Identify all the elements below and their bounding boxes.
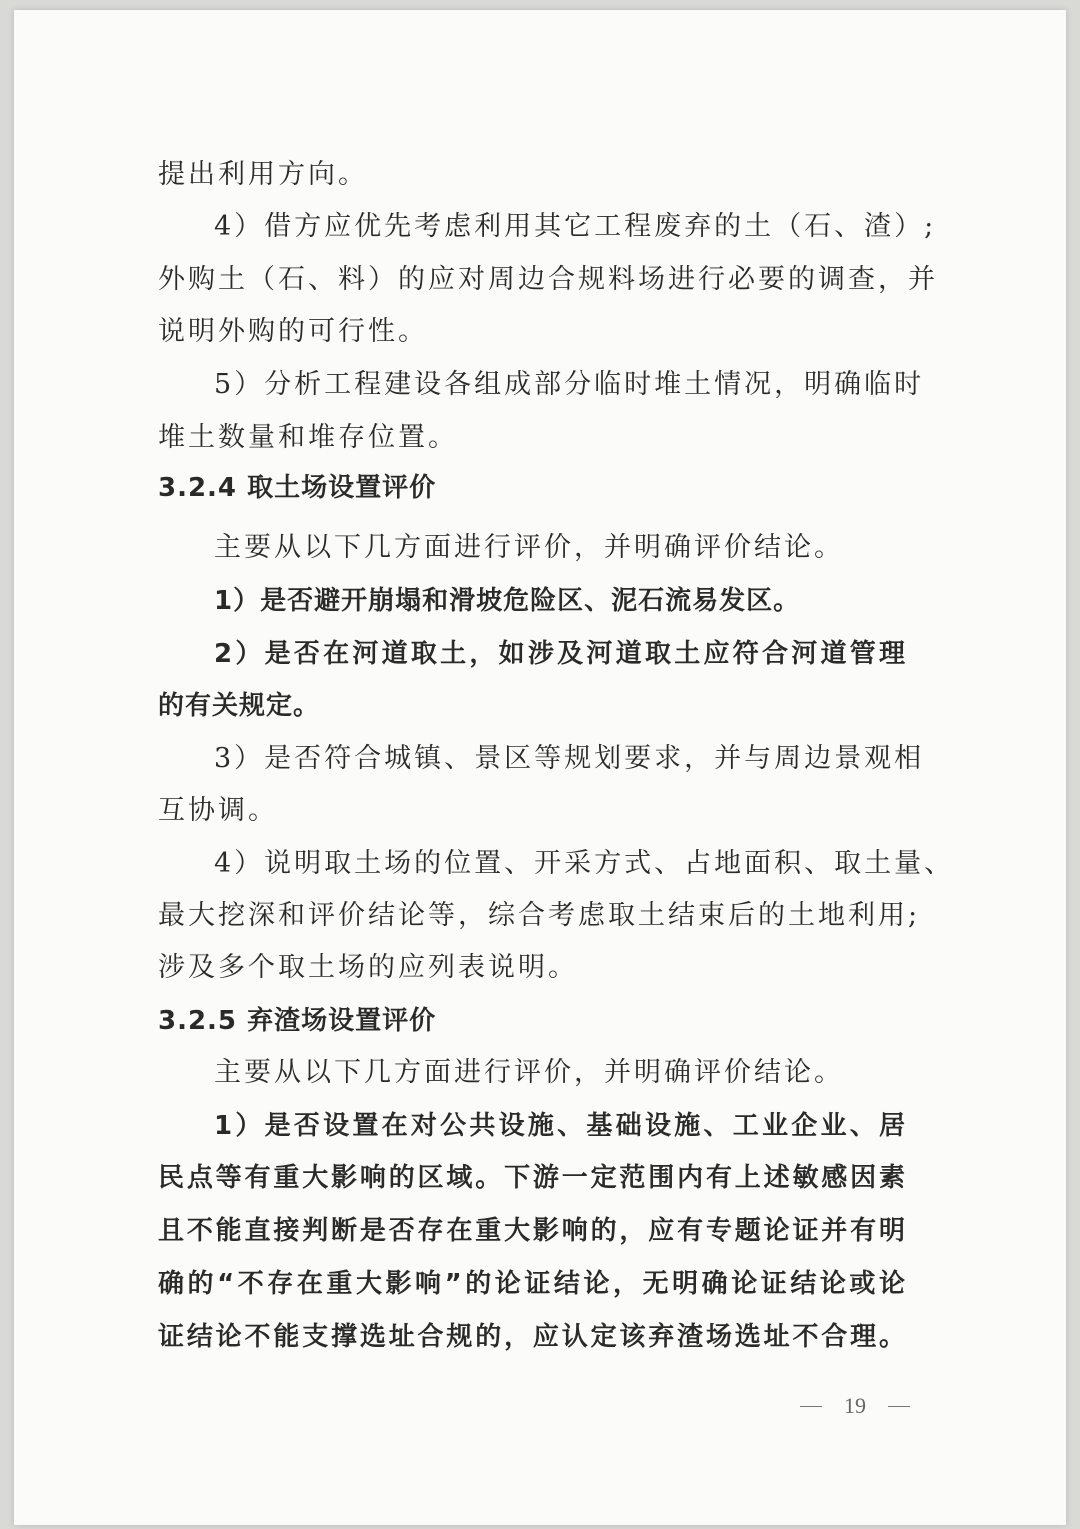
text-line: 互协调。 (158, 795, 278, 826)
page-number (800, 1390, 910, 1422)
text-line: 民点等有重大影响的区域。下游一定范围内有上述敏感因素 (158, 1163, 906, 1193)
text-line: 确的“不存在重大影响”的论证结论，无明确论证结论或论 (158, 1269, 906, 1299)
text-line: 3）是否符合城镇、景区等规划要求，并与周边景观相 (214, 743, 925, 774)
text-line: 1）是否避开崩塌和滑坡危险区、泥石流易发区。 (214, 586, 801, 616)
text-line: 主要从以下几方面进行评价，并明确评价结论。 (214, 1057, 844, 1088)
text-line: 最大挖深和评价结论等，综合考虑取土结束后的土地利用; (158, 900, 921, 931)
text-line: 证结论不能支撑选址合规的，应认定该弃渣场选址不合理。 (158, 1322, 906, 1352)
page-number-value: 19 (844, 1393, 866, 1418)
page-number-dash (800, 1406, 822, 1407)
text-line: 说明外购的可行性。 (158, 316, 428, 347)
text-line: 且不能直接判断是否存在重大影响的，应有专题论证并有明 (158, 1216, 906, 1246)
section-heading-3-2-5: 3.2.5 弃渣场设置评价 (158, 1006, 437, 1036)
text-line: 4）说明取土场的位置、开采方式、占地面积、取土量、 (214, 848, 955, 879)
text-line: 外购土（石、料）的应对周边合规料场进行必要的调查，并 (158, 264, 938, 295)
section-heading-3-2-4: 3.2.4 取土场设置评价 (158, 473, 437, 503)
text-line: 的有关规定。 (158, 691, 321, 721)
text-line: 5）分析工程建设各组成部分临时堆土情况，明确临时 (214, 369, 925, 400)
text-line: 堆土数量和堆存位置。 (158, 422, 458, 453)
text-line: 2）是否在河道取土，如涉及河道取土应符合河道管理 (214, 639, 906, 669)
text-line: 1）是否设置在对公共设施、基础设施、工业企业、居 (214, 1111, 906, 1141)
text-line: 4）借方应优先考虑利用其它工程废弃的土（石、渣）; (214, 211, 937, 242)
page-number-dash (888, 1406, 910, 1407)
text-line: 主要从以下几方面进行评价，并明确评价结论。 (214, 532, 844, 563)
text-line: 提出利用方向。 (158, 159, 368, 190)
text-line: 涉及多个取土场的应列表说明。 (158, 952, 578, 983)
